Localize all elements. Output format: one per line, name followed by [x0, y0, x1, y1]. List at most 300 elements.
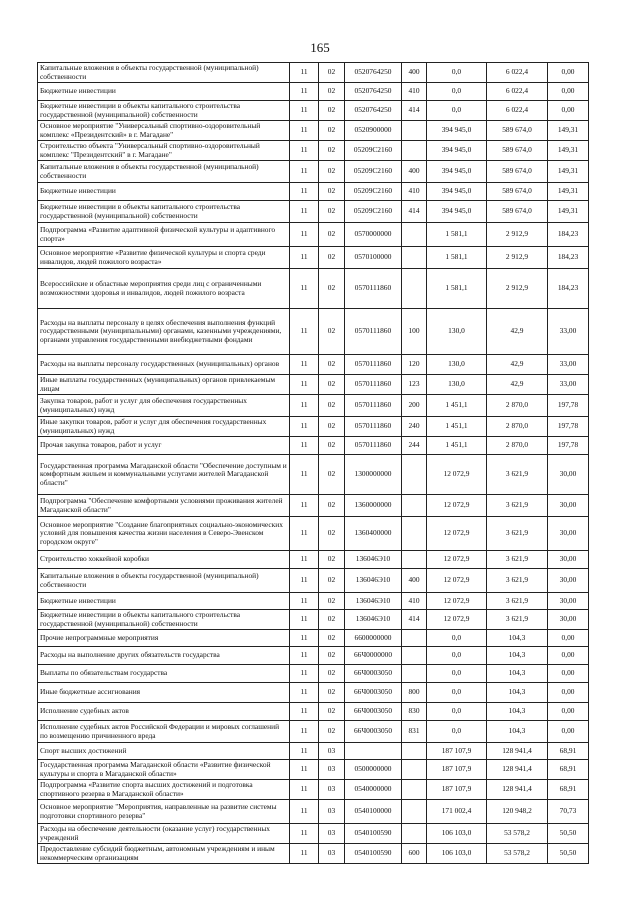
- table-row: [38, 63, 589, 83]
- row-planned-amount: 187 107,9: [427, 760, 487, 780]
- row-name: Государственная программа Магаданской области "Обеспечение доступным и комфортным жильем и коммунальными услугами жителей Магаданской области": [38, 455, 290, 495]
- row-expense-type: [402, 269, 427, 309]
- row-percent: 0,00: [548, 665, 589, 683]
- row-expense-type: [402, 495, 427, 517]
- row-executed-amount: 2 912,9: [487, 247, 548, 269]
- row-name: Выплаты по обязательствам государства: [38, 665, 290, 683]
- row-target-article: 66Ч0000000: [345, 647, 402, 665]
- row-name: Исполнение судебных актов: [38, 703, 290, 721]
- row-executed-amount: 6 022,4: [487, 101, 548, 121]
- row-section: 11: [290, 743, 319, 760]
- row-subsection: 02: [319, 309, 345, 355]
- table-row: [38, 665, 589, 683]
- row-planned-amount: 12 072,9: [427, 455, 487, 495]
- table-row: [38, 551, 589, 569]
- row-subsection: 02: [319, 141, 345, 161]
- row-subsection: 02: [319, 610, 345, 630]
- table-row: [38, 437, 589, 455]
- row-name: Расходы на выплаты персоналу государственных (муниципальных) органов: [38, 355, 290, 375]
- row-target-article: 0520900000: [345, 121, 402, 141]
- row-executed-amount: 128 941,4: [487, 780, 548, 800]
- row-percent: 50,50: [548, 824, 589, 844]
- row-section: 11: [290, 551, 319, 569]
- row-expense-type: [402, 743, 427, 760]
- row-subsection: 02: [319, 183, 345, 201]
- row-expense-type: 414: [402, 201, 427, 223]
- row-percent: 149,31: [548, 161, 589, 183]
- row-expense-type: [402, 141, 427, 161]
- row-planned-amount: 394 945,0: [427, 201, 487, 223]
- row-percent: 197,78: [548, 395, 589, 417]
- row-planned-amount: 1 451,1: [427, 417, 487, 437]
- row-percent: 30,00: [548, 610, 589, 630]
- row-planned-amount: 0,0: [427, 83, 487, 101]
- row-executed-amount: 2 912,9: [487, 269, 548, 309]
- row-target-article: 0540100590: [345, 844, 402, 864]
- row-target-article: 0570111860: [345, 395, 402, 417]
- row-planned-amount: 187 107,9: [427, 743, 487, 760]
- row-section: 11: [290, 610, 319, 630]
- row-executed-amount: 104,3: [487, 647, 548, 665]
- row-section: 11: [290, 569, 319, 593]
- row-subsection: 02: [319, 161, 345, 183]
- row-executed-amount: 3 621,9: [487, 569, 548, 593]
- row-expense-type: 400: [402, 569, 427, 593]
- row-subsection: 02: [319, 665, 345, 683]
- row-subsection: 03: [319, 800, 345, 824]
- row-section: 11: [290, 455, 319, 495]
- row-planned-amount: 0,0: [427, 101, 487, 121]
- row-planned-amount: 394 945,0: [427, 121, 487, 141]
- row-executed-amount: 589 674,0: [487, 161, 548, 183]
- row-name: Основное мероприятие "Создание благоприятных социально-экономических условий для повышения качества жизни населения в Северо-Эвенском городском округе": [38, 517, 290, 551]
- row-executed-amount: 53 578,2: [487, 824, 548, 844]
- row-section: 11: [290, 665, 319, 683]
- row-expense-type: 120: [402, 355, 427, 375]
- row-section: 11: [290, 247, 319, 269]
- row-section: 11: [290, 517, 319, 551]
- row-percent: 50,50: [548, 844, 589, 864]
- row-target-article: 1360400000: [345, 517, 402, 551]
- row-executed-amount: 6 022,4: [487, 63, 548, 83]
- row-target-article: 0540100590: [345, 824, 402, 844]
- row-planned-amount: 12 072,9: [427, 569, 487, 593]
- table-row: [38, 703, 589, 721]
- row-subsection: 02: [319, 455, 345, 495]
- table-row: [38, 83, 589, 101]
- row-expense-type: [402, 121, 427, 141]
- row-section: 11: [290, 201, 319, 223]
- row-name: Подпрограмма "Обеспечение комфортными условиями проживания жителей Магаданской области": [38, 495, 290, 517]
- row-planned-amount: 394 945,0: [427, 183, 487, 201]
- row-subsection: 03: [319, 780, 345, 800]
- row-name: Закупка товаров, работ и услуг для обеспечения государственных (муниципальных) нужд: [38, 395, 290, 417]
- row-expense-type: [402, 780, 427, 800]
- row-section: 11: [290, 630, 319, 647]
- row-target-article: 05209С2160: [345, 161, 402, 183]
- row-expense-type: 410: [402, 593, 427, 610]
- row-name: Бюджетные инвестиции в объекты капитального строительства государственной (муниципальной) собственности: [38, 101, 290, 121]
- row-subsection: 02: [319, 269, 345, 309]
- row-expense-type: 410: [402, 83, 427, 101]
- row-planned-amount: 1 581,1: [427, 269, 487, 309]
- row-expense-type: 400: [402, 63, 427, 83]
- table-row: [38, 309, 589, 355]
- row-percent: 149,31: [548, 141, 589, 161]
- row-executed-amount: 3 621,9: [487, 551, 548, 569]
- row-expense-type: 410: [402, 183, 427, 201]
- table-row: [38, 721, 589, 743]
- row-expense-type: 240: [402, 417, 427, 437]
- table-row: [38, 269, 589, 309]
- row-percent: 184,23: [548, 247, 589, 269]
- row-subsection: 02: [319, 121, 345, 141]
- row-expense-type: 600: [402, 844, 427, 864]
- row-name: Иные бюджетные ассигнования: [38, 683, 290, 703]
- row-subsection: 02: [319, 517, 345, 551]
- row-subsection: 02: [319, 355, 345, 375]
- row-subsection: 02: [319, 101, 345, 121]
- row-subsection: 02: [319, 417, 345, 437]
- row-expense-type: [402, 630, 427, 647]
- row-target-article: 05209С2160: [345, 183, 402, 201]
- row-name: Бюджетные инвестиции: [38, 593, 290, 610]
- row-planned-amount: 12 072,9: [427, 610, 487, 630]
- row-section: 11: [290, 437, 319, 455]
- row-expense-type: 100: [402, 309, 427, 355]
- row-target-article: 136046Э10: [345, 610, 402, 630]
- row-percent: 68,91: [548, 760, 589, 780]
- row-name: Предоставление субсидий бюджетным, автономным учреждениям и иным некоммерческим организациям: [38, 844, 290, 864]
- row-expense-type: 400: [402, 161, 427, 183]
- row-percent: 0,00: [548, 721, 589, 743]
- row-subsection: 02: [319, 83, 345, 101]
- row-name: Расходы на обеспечение деятельности (оказание услуг) государственных учреждений: [38, 824, 290, 844]
- table-row: [38, 375, 589, 395]
- row-subsection: 03: [319, 844, 345, 864]
- row-section: 11: [290, 161, 319, 183]
- row-name: Подпрограмма «Развитие спорта высших достижений и подготовка спортивного резерва в Магаданской области»: [38, 780, 290, 800]
- row-section: 11: [290, 395, 319, 417]
- row-percent: 0,00: [548, 630, 589, 647]
- row-name: Исполнение судебных актов Российской Федерации и мировых соглашений по возмещению причиненного вреда: [38, 721, 290, 743]
- row-section: 11: [290, 844, 319, 864]
- row-name: Прочие непрограммные мероприятия: [38, 630, 290, 647]
- row-executed-amount: 104,3: [487, 630, 548, 647]
- row-expense-type: 414: [402, 101, 427, 121]
- row-subsection: 02: [319, 647, 345, 665]
- row-name: Прочая закупка товаров, работ и услуг: [38, 437, 290, 455]
- row-planned-amount: 0,0: [427, 683, 487, 703]
- row-target-article: 0500000000: [345, 760, 402, 780]
- row-executed-amount: 53 578,2: [487, 844, 548, 864]
- row-planned-amount: 171 002,4: [427, 800, 487, 824]
- row-section: 11: [290, 183, 319, 201]
- row-planned-amount: 130,0: [427, 355, 487, 375]
- row-planned-amount: 130,0: [427, 375, 487, 395]
- row-expense-type: 414: [402, 610, 427, 630]
- row-planned-amount: 0,0: [427, 721, 487, 743]
- row-section: 11: [290, 83, 319, 101]
- row-name: Строительство объекта "Универсальный спортивно-оздоровительный комплекс "Президентский" в г. Магадане": [38, 141, 290, 161]
- row-target-article: 66Ч0003050: [345, 721, 402, 743]
- row-expense-type: 244: [402, 437, 427, 455]
- row-planned-amount: 394 945,0: [427, 141, 487, 161]
- table-row: [38, 201, 589, 223]
- row-name: Бюджетные инвестиции в объекты капитального строительства государственной (муниципальной) собственности: [38, 610, 290, 630]
- row-subsection: 02: [319, 201, 345, 223]
- row-target-article: 1360000000: [345, 495, 402, 517]
- row-target-article: 1300000000: [345, 455, 402, 495]
- row-executed-amount: 42,9: [487, 309, 548, 355]
- row-section: 11: [290, 63, 319, 83]
- table-row: [38, 395, 589, 417]
- row-expense-type: [402, 455, 427, 495]
- row-name: Расходы на выплаты персоналу в целях обеспечения выполнения функций государственными (муниципальными) органами, казенными учреждениями, органами управления государственными внебюджетными фондами: [38, 309, 290, 355]
- row-target-article: 0570111860: [345, 375, 402, 395]
- row-executed-amount: 128 941,4: [487, 743, 548, 760]
- row-target-article: 0570111860: [345, 437, 402, 455]
- table-row: [38, 647, 589, 665]
- row-expense-type: [402, 824, 427, 844]
- row-subsection: 02: [319, 395, 345, 417]
- row-target-article: 0520764250: [345, 83, 402, 101]
- row-name: Основное мероприятие "Универсальный спортивно-оздоровительный комплекс «Президентский» в г. Магадане": [38, 121, 290, 141]
- row-expense-type: [402, 223, 427, 247]
- row-percent: 30,00: [548, 551, 589, 569]
- row-name: Бюджетные инвестиции в объекты капитального строительства государственной (муниципальной) собственности: [38, 201, 290, 223]
- row-name: Основное мероприятие «Развитие физической культуры и спорта среди инвалидов, людей пожилого возраста»: [38, 247, 290, 269]
- row-section: 11: [290, 375, 319, 395]
- row-section: 11: [290, 223, 319, 247]
- row-percent: 33,00: [548, 309, 589, 355]
- row-expense-type: 831: [402, 721, 427, 743]
- row-executed-amount: 120 948,2: [487, 800, 548, 824]
- row-planned-amount: 0,0: [427, 703, 487, 721]
- row-subsection: 02: [319, 247, 345, 269]
- table-row: [38, 760, 589, 780]
- row-target-article: 0570000000: [345, 223, 402, 247]
- row-planned-amount: 1 581,1: [427, 223, 487, 247]
- row-target-article: 136046Э10: [345, 569, 402, 593]
- row-executed-amount: 2 870,0: [487, 395, 548, 417]
- row-section: 11: [290, 141, 319, 161]
- row-section: 11: [290, 269, 319, 309]
- row-percent: 30,00: [548, 495, 589, 517]
- row-subsection: 02: [319, 593, 345, 610]
- row-percent: 0,00: [548, 83, 589, 101]
- row-name: Расходы на выполнение других обязательств государства: [38, 647, 290, 665]
- row-executed-amount: 2 870,0: [487, 437, 548, 455]
- row-section: 11: [290, 121, 319, 141]
- row-planned-amount: 12 072,9: [427, 593, 487, 610]
- row-percent: 0,00: [548, 683, 589, 703]
- row-section: 11: [290, 703, 319, 721]
- row-executed-amount: 589 674,0: [487, 141, 548, 161]
- row-executed-amount: 2 912,9: [487, 223, 548, 247]
- row-planned-amount: 130,0: [427, 309, 487, 355]
- row-section: 11: [290, 101, 319, 121]
- row-expense-type: [402, 665, 427, 683]
- table-row: [38, 455, 589, 495]
- row-target-article: 136046Э10: [345, 551, 402, 569]
- table-row: [38, 683, 589, 703]
- row-section: 11: [290, 495, 319, 517]
- row-percent: 30,00: [548, 455, 589, 495]
- row-section: 11: [290, 417, 319, 437]
- row-percent: 184,23: [548, 223, 589, 247]
- row-name: Иные выплаты государственных (муниципальных) органов привлекаемым лицам: [38, 375, 290, 395]
- row-planned-amount: 1 451,1: [427, 437, 487, 455]
- row-planned-amount: 1 451,1: [427, 395, 487, 417]
- row-percent: 149,31: [548, 183, 589, 201]
- row-subsection: 03: [319, 824, 345, 844]
- row-section: 11: [290, 593, 319, 610]
- row-planned-amount: 394 945,0: [427, 161, 487, 183]
- row-expense-type: [402, 800, 427, 824]
- row-target-article: 66Ч0003050: [345, 703, 402, 721]
- table-row: [38, 247, 589, 269]
- row-target-article: 66Ч0003050: [345, 665, 402, 683]
- row-executed-amount: 3 621,9: [487, 610, 548, 630]
- row-target-article: 6600000000: [345, 630, 402, 647]
- row-section: 11: [290, 683, 319, 703]
- row-name: Государственная программа Магаданской области «Развитие физической культуры и спорта в Магаданской области»: [38, 760, 290, 780]
- row-planned-amount: 12 072,9: [427, 495, 487, 517]
- row-percent: 184,23: [548, 269, 589, 309]
- row-expense-type: 800: [402, 683, 427, 703]
- page-number: 165: [310, 40, 330, 55]
- row-executed-amount: 104,3: [487, 703, 548, 721]
- row-planned-amount: 106 103,0: [427, 824, 487, 844]
- row-executed-amount: 3 621,9: [487, 455, 548, 495]
- row-percent: 149,31: [548, 201, 589, 223]
- row-name: Основное мероприятие "Мероприятия, направленные на развитие системы подготовки спортивного резерва": [38, 800, 290, 824]
- row-planned-amount: 0,0: [427, 665, 487, 683]
- row-subsection: 02: [319, 703, 345, 721]
- row-executed-amount: 3 621,9: [487, 495, 548, 517]
- row-section: 11: [290, 780, 319, 800]
- table-row: [38, 141, 589, 161]
- table-row: [38, 121, 589, 141]
- row-target-article: 0520764250: [345, 63, 402, 83]
- row-executed-amount: 6 022,4: [487, 83, 548, 101]
- row-target-article: [345, 743, 402, 760]
- row-percent: 0,00: [548, 63, 589, 83]
- row-subsection: 02: [319, 630, 345, 647]
- table-row: [38, 223, 589, 247]
- table-row: [38, 780, 589, 800]
- table-body: [38, 63, 589, 864]
- row-percent: 33,00: [548, 375, 589, 395]
- row-target-article: 66Ч0003050: [345, 683, 402, 703]
- row-subsection: 02: [319, 495, 345, 517]
- row-percent: 30,00: [548, 569, 589, 593]
- row-planned-amount: 0,0: [427, 63, 487, 83]
- row-executed-amount: 42,9: [487, 355, 548, 375]
- row-expense-type: 200: [402, 395, 427, 417]
- row-subsection: 03: [319, 743, 345, 760]
- row-name: Капитальные вложения в объекты государственной (муниципальной) собственности: [38, 63, 290, 83]
- row-planned-amount: 106 103,0: [427, 844, 487, 864]
- row-subsection: 03: [319, 760, 345, 780]
- row-executed-amount: 589 674,0: [487, 201, 548, 223]
- row-percent: 30,00: [548, 593, 589, 610]
- row-executed-amount: 3 621,9: [487, 517, 548, 551]
- row-percent: 30,00: [548, 517, 589, 551]
- row-expense-type: [402, 247, 427, 269]
- row-executed-amount: 104,3: [487, 665, 548, 683]
- row-name: Бюджетные инвестиции: [38, 183, 290, 201]
- row-executed-amount: 589 674,0: [487, 121, 548, 141]
- row-expense-type: 830: [402, 703, 427, 721]
- row-name: Всероссийские и областные мероприятия среди лиц с ограниченными возможностями здоровья и инвалидов, людей пожилого возраста: [38, 269, 290, 309]
- row-percent: 0,00: [548, 647, 589, 665]
- budget-table: [37, 62, 589, 864]
- row-name: Подпрограмма «Развитие адаптивной физической культуры и адаптивного спорта»: [38, 223, 290, 247]
- row-planned-amount: 187 107,9: [427, 780, 487, 800]
- row-expense-type: [402, 551, 427, 569]
- row-section: 11: [290, 760, 319, 780]
- table-row: [38, 417, 589, 437]
- row-percent: 68,91: [548, 780, 589, 800]
- table-row: [38, 743, 589, 760]
- row-percent: 70,73: [548, 800, 589, 824]
- row-target-article: 0570100000: [345, 247, 402, 269]
- row-target-article: 0570111860: [345, 355, 402, 375]
- row-section: 11: [290, 309, 319, 355]
- row-section: 11: [290, 355, 319, 375]
- row-executed-amount: 3 621,9: [487, 593, 548, 610]
- table-row: [38, 630, 589, 647]
- table-row: [38, 183, 589, 201]
- row-section: 11: [290, 721, 319, 743]
- table-row: [38, 844, 589, 864]
- table-row: [38, 355, 589, 375]
- row-name: Спорт высших достижений: [38, 743, 290, 760]
- row-section: 11: [290, 800, 319, 824]
- row-name: Иные закупки товаров, работ и услуг для обеспечения государственных (муниципальных) нужд: [38, 417, 290, 437]
- table-row: [38, 593, 589, 610]
- table-row: [38, 495, 589, 517]
- row-target-article: 05209С2160: [345, 141, 402, 161]
- table-row: [38, 101, 589, 121]
- row-target-article: 0570111860: [345, 309, 402, 355]
- row-target-article: 0570111860: [345, 417, 402, 437]
- row-expense-type: [402, 647, 427, 665]
- row-planned-amount: 0,0: [427, 630, 487, 647]
- row-target-article: 0520764250: [345, 101, 402, 121]
- row-target-article: 0540100000: [345, 800, 402, 824]
- row-executed-amount: 589 674,0: [487, 183, 548, 201]
- row-subsection: 02: [319, 437, 345, 455]
- row-planned-amount: 1 581,1: [427, 247, 487, 269]
- row-subsection: 02: [319, 721, 345, 743]
- table-row: [38, 161, 589, 183]
- row-subsection: 02: [319, 223, 345, 247]
- row-percent: 149,31: [548, 121, 589, 141]
- row-target-article: 136046Э10: [345, 593, 402, 610]
- row-name: Капитальные вложения в объекты государственной (муниципальной) собственности: [38, 569, 290, 593]
- row-planned-amount: 12 072,9: [427, 517, 487, 551]
- row-subsection: 02: [319, 551, 345, 569]
- row-expense-type: [402, 760, 427, 780]
- row-planned-amount: 12 072,9: [427, 551, 487, 569]
- row-executed-amount: 104,3: [487, 721, 548, 743]
- row-name: Капитальные вложения в объекты государственной (муниципальной) собственности: [38, 161, 290, 183]
- row-percent: 68,91: [548, 743, 589, 760]
- row-target-article: 05209С2160: [345, 201, 402, 223]
